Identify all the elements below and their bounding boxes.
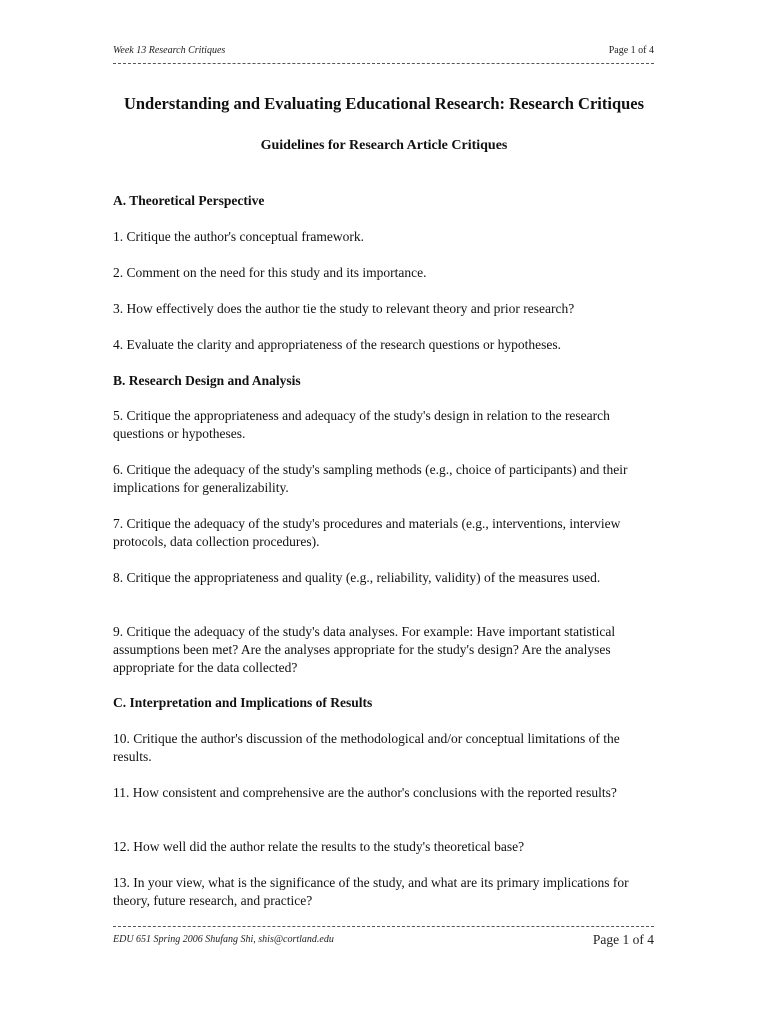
list-item: 12. How well did the author relate the results to the study's theoretical base? (113, 839, 525, 854)
document-subtitle: Guidelines for Research Article Critiques (260, 138, 508, 153)
list-item: 9. Critique the adequacy of the study's data analyses. For example: Have important statistical assumptions been met? Are the analyses appropriate for the study's design? Are the analyses appropriate for the data collected? (113, 624, 616, 675)
section-heading-b: B. Research Design and Analysis (113, 373, 301, 388)
footer-page-number: Page 1 of 4 (592, 932, 654, 947)
list-item: 8. Critique the appropriateness and quality (e.g., reliability, validity) of the measures used. (113, 570, 601, 585)
section-heading-a: A. Theoretical Perspective (113, 193, 265, 208)
list-item: 5. Critique the appropriateness and adequacy of the study's design in relation to the research questions or hypotheses. (113, 408, 610, 441)
section-heading-c: C. Interpretation and Implications of Results (113, 695, 373, 710)
footer-author-info: EDU 651 Spring 2006 Shufang Shi, shis@cortland.edu (113, 934, 334, 945)
page-footer (113, 934, 654, 945)
list-item: 10. Critique the author's discussion of the methodological and/or conceptual limitations of the results. (113, 731, 620, 764)
header-page-number: Page 1 of 4 (608, 45, 654, 56)
page-header (113, 45, 654, 56)
header-course-label: Week 13 Research Critiques (113, 45, 226, 56)
list-item: 6. Critique the adequacy of the study's sampling methods (e.g., choice of participants) and their implications for generalizability. (113, 462, 628, 495)
list-item: 7. Critique the adequacy of the study's procedures and materials (e.g., interventions, interview protocols, data collection procedures). (113, 516, 621, 549)
list-item: 13. In your view, what is the significance of the study, and what are its primary implications for theory, future research, and practice? (113, 875, 629, 908)
list-item: 2. Comment on the need for this study and its importance. (113, 265, 427, 280)
footer-divider (113, 926, 654, 927)
list-item: 4. Evaluate the clarity and appropriateness of the research questions or hypotheses. (113, 337, 561, 352)
list-item: 11. How consistent and comprehensive are the author's conclusions with the reported results? (113, 785, 617, 800)
list-item: 3. How effectively does the author tie the study to relevant theory and prior research? (113, 301, 575, 316)
list-item: 1. Critique the author's conceptual framework. (113, 229, 364, 244)
header-divider (113, 63, 654, 64)
document-title: Understanding and Evaluating Educational Research: Research Critiques (123, 94, 645, 113)
